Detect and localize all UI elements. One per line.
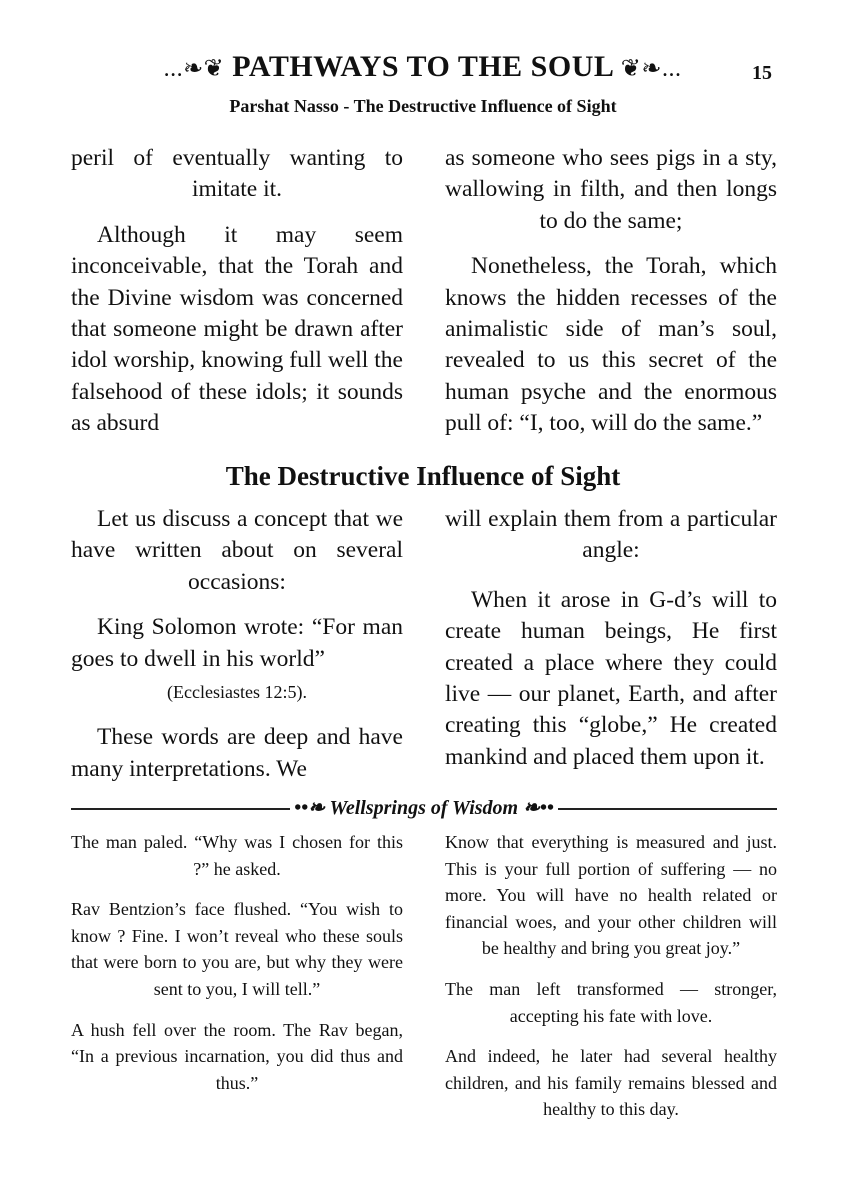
ornament-right-icon: ❦❧...	[620, 56, 682, 82]
section-heading: The Destructive Influence of Sight	[225, 461, 621, 491]
paragraph: Nonetheless, the Torah, which knows the hidden recesses of the animalistic side of man’s soul, revealed to us this secret of the human psyche and the enormous pull of: “I, too, will do the same.”	[445, 253, 777, 437]
section-divider	[71, 795, 777, 821]
story-paragraph: The man paled. “Why was I chosen for this ?” he asked.	[71, 832, 403, 879]
citation: (Ecclesiastes 12:5).	[167, 682, 307, 703]
book-title-text: PATHWAYS TO THE SOUL	[232, 50, 613, 83]
divider-label-text: Wellsprings of Wisdom	[329, 797, 519, 819]
paragraph: as someone who sees pigs in a sty, wallowing in filth, and then longs to do the same;	[445, 145, 777, 234]
top-left-column	[71, 143, 403, 440]
story-paragraph: Rav Bentzion’s face flushed. “You wish to know ? Fine. I won’t reveal who these souls that were born to you are, but why they were sent to you, I will tell.”	[71, 899, 403, 999]
ornament-left-icon: ...❧❦	[163, 56, 225, 82]
middle-left-column	[71, 504, 403, 785]
divider-label	[71, 795, 777, 820]
flourish-right-icon: ❧••	[523, 797, 554, 819]
chapter-subtitle: Parshat Nasso - The Destructive Influence of Sight	[229, 96, 617, 116]
paragraph: Although it may seem inconceivable, that the Torah and the Divine wisdom was concerned that someone might be drawn after idol worship, knowing full well the falsehood of these idols; it sounds as absurd	[71, 221, 403, 437]
paragraph: King Solomon wrote: “For man goes to dwell in his world”	[71, 614, 403, 672]
story-paragraph: The man left transformed — stronger, accepting his fate with love.	[445, 978, 777, 1026]
paragraph: will explain them from a particular angle:	[445, 506, 777, 564]
story-paragraph: And indeed, he later had several healthy children, and his family remains blessed and healthy to this day.	[445, 1046, 777, 1120]
book-title	[130, 50, 715, 84]
paragraph: When it arose in G-d’s will to create human beings, He first created a place where they could live — our planet, Earth, and after creating this “globe,” He created mankind and placed them upon it.	[445, 586, 777, 770]
flourish-left-icon: ••❧	[294, 797, 325, 819]
paragraph: Let us discuss a concept that we have written about on several occasions:	[71, 506, 403, 595]
story-left-column	[71, 829, 403, 1096]
story-paragraph: A hush fell over the room. The Rav began, “In a previous incarnation, you did thus and thus.”	[71, 1019, 403, 1093]
page-number: 15	[752, 62, 772, 84]
middle-right-column	[445, 504, 777, 773]
story-right-column	[445, 829, 777, 1123]
paragraph: peril of eventually wanting to imitate it.	[71, 145, 403, 203]
top-right-column	[445, 143, 777, 440]
running-header	[0, 50, 846, 90]
story-paragraph: Know that everything is measured and just. This is your full portion of suffering — no more. You will have no health related or financial woes, and your other children will be healthy and bring you great joy.”	[445, 832, 777, 959]
paragraph: These words are deep and have many interpretations. We	[71, 724, 403, 782]
